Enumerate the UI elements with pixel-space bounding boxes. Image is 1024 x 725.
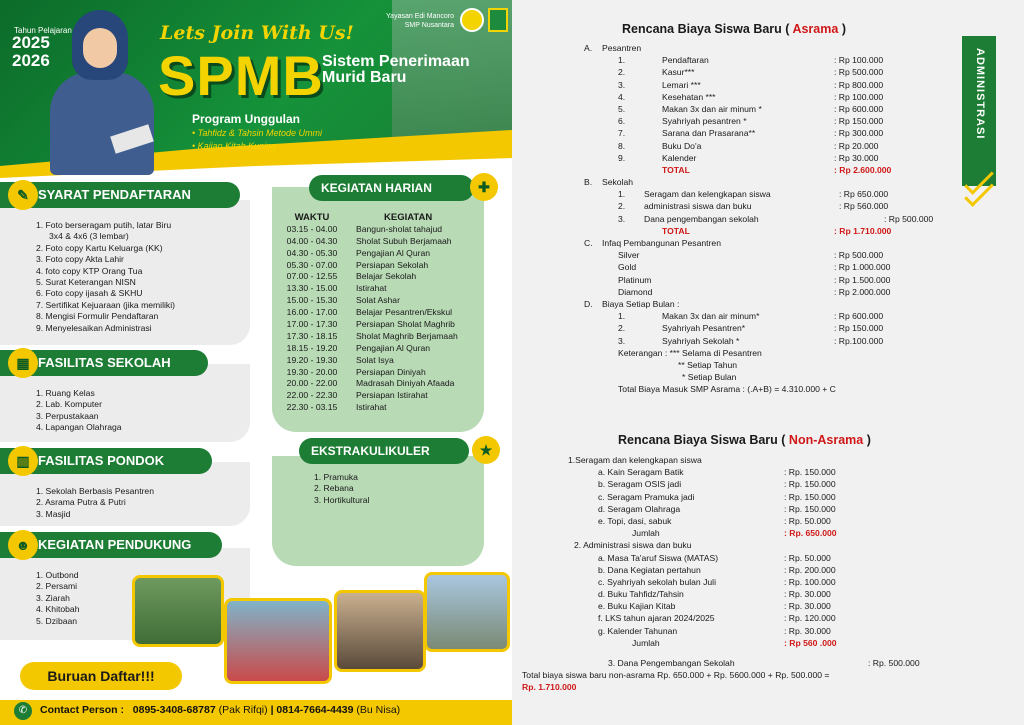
item-value: : Rp 1.500.000	[834, 274, 891, 285]
section-title: Infaq Pembangunan Pesantren	[602, 238, 721, 248]
section-letter: D.	[584, 298, 593, 309]
program-title: Program Unggulan	[192, 112, 301, 126]
item-value: : Rp. 30.000	[784, 601, 831, 612]
item-value: : Rp 20.000	[834, 140, 879, 151]
spmb-title: SPMB	[158, 44, 324, 107]
asrama-list	[584, 42, 964, 395]
list-item	[568, 588, 1008, 600]
contact-person: Contact Person : 0895-3408-68787 (Pak Rifqi) | 0814-7664-4439 (Bu Nisa)	[40, 704, 401, 716]
list-item	[584, 79, 964, 91]
schedule-time: 07.00 - 12.55	[286, 271, 338, 282]
asrama-title: Rencana Biaya Siswa Baru ( Asrama )	[622, 22, 846, 36]
item-value: : Rp 100.000	[834, 91, 884, 102]
table-row	[280, 355, 484, 367]
schedule-activity: Solat Ashar	[356, 295, 400, 306]
item-value: : Rp 800.000	[834, 79, 884, 90]
item-label: Makan 3x dan air minum*	[662, 311, 760, 322]
section-heading	[584, 176, 964, 188]
total-line-text: Total biaya siswa baru non-asrama Rp. 650.000 + Rp. 5600.000 + Rp. 500.000 =	[522, 670, 830, 681]
list-item	[584, 115, 964, 127]
contact-phone-2: 0814-7664-4439	[276, 704, 354, 716]
schedule-activity: Persiapan Istirahat	[356, 390, 428, 401]
spacer	[568, 649, 1008, 657]
item-number: 2.	[618, 67, 626, 78]
item-value: : Rp.100.000	[834, 335, 884, 346]
fasilitas-pondok-list: 1. Sekolah Berbasis Pesantren 2. Asrama Putra & Putri 3. Masjid	[36, 486, 154, 519]
table-row	[280, 331, 484, 343]
item-value: : Rp 1.710.000	[834, 225, 892, 236]
list-item	[584, 152, 964, 164]
ekstra-box	[272, 456, 484, 566]
non-asrama-title: Rencana Biaya Siswa Baru ( Non-Asrama )	[618, 433, 871, 447]
item-label: Pendaftaran	[662, 55, 709, 66]
table-row	[280, 283, 484, 295]
schedule-activity: Istirahat	[356, 283, 387, 294]
item-value: : Rp 500.000	[834, 250, 884, 261]
item-value: : Rp. 650.000	[784, 528, 837, 539]
item-value: : Rp 560.000	[839, 201, 889, 212]
item-number: 8.	[618, 140, 626, 151]
item-value: : Rp. 30.000	[784, 589, 831, 600]
list-item	[584, 140, 964, 152]
schedule-time: 04.00 - 04.30	[286, 235, 338, 246]
item-value: : Rp 600.000	[834, 311, 884, 322]
item-label: Diamond	[618, 286, 653, 297]
schedule-time: 04.30 - 05.30	[286, 247, 338, 258]
item-label: Seragam dan kelengkapan siswa	[644, 189, 771, 200]
schedule-time: 17.30 - 18.15	[286, 330, 338, 341]
item-value: : Rp 2.000.000	[834, 286, 891, 297]
list-item	[568, 612, 1008, 624]
item-label: Platinum	[618, 274, 652, 285]
item-label: e. Buku Kajian Kitab	[598, 601, 676, 612]
item-number: 3.	[618, 335, 626, 346]
item-value: : Rp 600.000	[834, 103, 884, 114]
puzzle-icon: ✚	[470, 173, 498, 201]
tahun: 2025 2026	[12, 33, 50, 70]
schedule-activity: Sholat Subuh Berjamaah	[356, 235, 452, 246]
list-item	[584, 225, 964, 237]
list-item	[584, 322, 964, 334]
list-item	[568, 600, 1008, 612]
item-label: Lemari ***	[662, 79, 701, 90]
item-number: 1.	[618, 55, 626, 66]
table-row	[280, 224, 484, 236]
table-row	[280, 319, 484, 331]
item-label: Jumlah	[632, 528, 660, 539]
item-number: 3.	[618, 213, 626, 224]
schedule-time: 16.00 - 17.00	[286, 307, 338, 318]
outbond-photo	[132, 575, 224, 647]
buruan-daftar-badge: Buruan Daftar!!!	[20, 662, 182, 690]
syarat-header: SYARAT PENDAFTARAN	[0, 182, 240, 208]
item-label: g. Kalender Tahunan	[598, 625, 678, 636]
form-icon: ✎	[8, 180, 38, 210]
syarat-list: 1. Foto berseragam putih, latar Biru 3x4 & 4x6 (3 lembar) 2. Foto copy Kartu Keluarga (KK) 3. Foto copy Akta Lahir 4. foto copy KTP Orang Tua 5. Surat Keterangan NISN 6. Foto copy ijasah & SKHU 7. Sertifikat Kejuaraan (jika memiliki) 8. Mengisi Formulir Pendaftaran 9. Menyelesaikan Administrasi	[36, 220, 175, 333]
item-label: a. Masa Ta'aruf Siswa (MATAS)	[598, 552, 719, 563]
schedule-time: 20.00 - 22.00	[286, 378, 338, 389]
campus-photo	[424, 572, 510, 652]
list-item	[584, 91, 964, 103]
schedule-activity: Pengajian Al Quran	[356, 247, 431, 258]
item-label: d. Seragam Olahraga	[598, 503, 681, 514]
schedule-time: 18.15 - 19.20	[286, 342, 338, 353]
item-number: 1.	[618, 311, 626, 322]
item-value: : Rp. 120.000	[784, 613, 836, 624]
item-value: : Rp 2.600.000	[834, 164, 892, 175]
schedule-time: 03.15 - 04.00	[286, 223, 338, 234]
list-item	[568, 637, 1008, 649]
list-item	[568, 552, 1008, 564]
item-value: : Rp 1.000.000	[834, 262, 891, 273]
building-icon: ▥	[8, 446, 38, 476]
schedule-activity: Persiapan Sekolah	[356, 259, 429, 270]
sistem-subtitle: Sistem Penerimaan Murid Baru	[322, 53, 470, 86]
keterangan-text: Keterangan : *** Selama di Pesantren	[618, 347, 762, 358]
rebana-photo	[334, 590, 426, 672]
item-label: c. Syahriyah sekolah bulan Juli	[598, 576, 716, 587]
total-value	[522, 681, 1008, 693]
item-value: : Rp 560 .000	[784, 637, 837, 648]
schedule-time: 19.20 - 19.30	[286, 354, 338, 365]
keterangan-line	[584, 359, 964, 371]
students-photo	[224, 598, 332, 684]
item-number: 9.	[618, 152, 626, 163]
ekstra-header: EKSTRAKULIKULER	[299, 438, 469, 464]
list-item	[568, 625, 1008, 637]
table-row	[280, 307, 484, 319]
item-value: : Rp. 50.000	[784, 515, 831, 526]
list-item	[584, 200, 964, 212]
medal-icon: ★	[472, 436, 500, 464]
table-row	[280, 260, 484, 272]
list-item	[584, 213, 964, 225]
list-item	[584, 66, 964, 78]
item-number: 7.	[618, 128, 626, 139]
list-item	[584, 103, 964, 115]
list-item	[584, 54, 964, 66]
keterangan-text: * Setiap Bulan	[682, 372, 737, 383]
total-masuk	[584, 383, 964, 395]
harian-header: KEGIATAN HARIAN	[309, 175, 474, 201]
item-label: TOTAL	[662, 164, 690, 175]
non-asrama-list	[522, 454, 1008, 694]
item-label: f. LKS tahun ajaran 2024/2025	[598, 613, 715, 624]
list-item	[584, 164, 964, 176]
total-masuk-text: Total Biaya Masuk SMP Asrama : (.A+B) = 4.310.000 + C	[618, 384, 836, 395]
side-label: ADMINISTRASI	[974, 48, 986, 140]
whatsapp-icon: ✆	[14, 702, 32, 720]
schedule-activity: Belajar Sekolah	[356, 271, 417, 282]
item-number: 6.	[618, 116, 626, 127]
item-label: c. Seragam Pramuka jadi	[598, 491, 695, 502]
group-title: 2. Administrasi siswa dan buku	[574, 540, 692, 551]
keterangan-line	[584, 371, 964, 383]
item-label: TOTAL	[662, 225, 690, 236]
fasilitas-sekolah-list: 1. Ruang Kelas 2. Lab. Komputer 3. Perpustakaan 4. Lapangan Olahraga	[36, 388, 122, 433]
harian-table	[280, 212, 484, 414]
section-heading	[584, 42, 964, 54]
list-item	[584, 188, 964, 200]
table-row	[280, 295, 484, 307]
table-row	[280, 236, 484, 248]
list-item	[568, 576, 1008, 588]
item-label: Buku Do'a	[662, 140, 702, 151]
group-title: 1.Seragam dan kelengkapan siswa	[568, 455, 702, 465]
list-item	[568, 564, 1008, 576]
item-label: Kesehatan ***	[662, 91, 716, 102]
item-label: Syahriyah pesantren *	[662, 116, 747, 127]
fasilitas-sekolah-header: FASILITAS SEKOLAH	[0, 350, 208, 376]
item-value: : Rp. 150.000	[784, 467, 836, 478]
item-value: : Rp. 50.000	[784, 552, 831, 563]
item-label: Jumlah	[632, 637, 660, 648]
schedule-activity: Belajar Pesantren/Ekskul	[356, 307, 453, 318]
schedule-activity: Solat Isya	[356, 354, 394, 365]
list-item	[584, 127, 964, 139]
list-item	[584, 274, 964, 286]
item-value: : Rp 30.000	[834, 152, 879, 163]
item-number: 4.	[618, 91, 626, 102]
right-panel	[512, 0, 1024, 725]
keterangan-line	[584, 347, 964, 359]
item-label: e. Topi, dasi, sabuk	[598, 515, 672, 526]
hero-banner	[0, 0, 512, 180]
item-label: 3. Dana Pengembangan Sekolah	[608, 658, 735, 668]
item-value: : Rp. 150.000	[784, 491, 836, 502]
schedule-activity: Madrasah Diniyah Afaada	[356, 378, 455, 389]
item-number: 3.	[618, 79, 626, 90]
list-item	[568, 657, 1008, 669]
item-label: Silver	[618, 250, 640, 261]
item-label: Syahriyah Pesantren*	[662, 323, 746, 334]
section-letter: A.	[584, 43, 593, 53]
group-heading	[568, 454, 1008, 466]
program-item: • Tahfidz & Tahsin Metode Ummi	[192, 128, 323, 138]
schedule-activity: Sholat Maghrib Berjamaah	[356, 330, 458, 341]
table-row	[280, 271, 484, 283]
item-value: : Rp 100.000	[834, 55, 884, 66]
item-label: a. Kain Seragam Batik	[598, 467, 684, 478]
join-tagline: Lets Join With Us!	[160, 22, 354, 44]
item-label: b. Seragam OSIS jadi	[598, 479, 682, 490]
item-value: : Rp 500.000	[834, 67, 884, 78]
item-label: Kasur***	[662, 67, 695, 78]
item-value: : Rp. 150.000	[784, 503, 836, 514]
pendukung-header: KEGIATAN PENDUKUNG	[0, 532, 222, 558]
school-icon: ▦	[8, 348, 38, 378]
yayasan-name: Yayasan Edi Mancoro SMP Nusantara	[386, 13, 454, 29]
schedule-activity: Bangun-sholat tahajud	[356, 223, 443, 234]
section-heading	[584, 298, 964, 310]
schedule-time: 15.00 - 15.30	[286, 295, 338, 306]
keterangan-text: ** Setiap Tahun	[678, 359, 738, 370]
schedule-time: 05.30 - 07.00	[286, 259, 338, 270]
group-heading	[568, 539, 1008, 551]
item-value: : Rp 150.000	[834, 323, 884, 334]
table-header: WAKTU KEGIATAN	[294, 212, 433, 223]
pendukung-list: 1. Outbond 2. Persami 3. Ziarah 4. Khitobah 5. Dzibaan	[36, 570, 80, 626]
school-logo-icon	[488, 8, 508, 32]
ekstra-list: 1. Pramuka 2. Rebana 3. Hortikultural	[314, 472, 370, 505]
section-title: Pesantren	[602, 43, 642, 53]
item-value: : Rp 300.000	[834, 128, 884, 139]
schedule-activity: Pengajian Al Quran	[356, 342, 431, 353]
item-label: administrasi siswa dan buku	[644, 201, 752, 212]
program-item: • Kajian Kitab Kuning	[192, 141, 277, 151]
schedule-activity: Persiapan Diniyah	[356, 366, 426, 377]
list-item	[568, 503, 1008, 515]
list-item	[584, 261, 964, 273]
item-number: 1.	[618, 189, 626, 200]
people-icon: ☻	[8, 530, 38, 560]
item-number: 2.	[618, 323, 626, 334]
list-item	[568, 491, 1008, 503]
table-row	[280, 402, 484, 414]
schedule-time: 13.30 - 15.00	[286, 283, 338, 294]
item-label: Kalender	[662, 152, 697, 163]
yayasan-logo-icon	[460, 8, 484, 32]
item-number: 5.	[618, 103, 626, 114]
item-label: Gold	[618, 262, 637, 273]
list-item	[584, 310, 964, 322]
student-photo	[42, 10, 162, 175]
item-label: Sarana dan Prasarana**	[662, 128, 756, 139]
item-number: 2.	[618, 201, 626, 212]
item-value: : Rp 500.000	[884, 213, 934, 224]
fasilitas-pondok-header: FASILITAS PONDOK	[0, 448, 212, 474]
list-item	[568, 478, 1008, 490]
section-letter: B.	[584, 177, 593, 188]
list-item	[584, 286, 964, 298]
total-value-text: Rp. 1.710.000	[522, 682, 577, 693]
tahun-label: Tahun Pelajaran	[14, 26, 72, 35]
table-row	[280, 367, 484, 379]
schedule-time: 17.00 - 17.30	[286, 319, 338, 330]
item-value: : Rp 650.000	[839, 189, 889, 200]
section-title: Sekolah	[602, 177, 634, 188]
schedule-time: 19.30 - 20.00	[286, 366, 338, 377]
item-label: Syahriyah Sekolah *	[662, 335, 740, 346]
schedule-time: 22.00 - 22.30	[286, 390, 338, 401]
item-label: Dana pengembangan sekolah	[644, 213, 759, 224]
list-item	[584, 335, 964, 347]
contact-phone-1: 0895-3408-68787	[132, 704, 216, 716]
list-item	[568, 527, 1008, 539]
list-item	[584, 249, 964, 261]
schedule-time: 22.30 - 03.15	[286, 402, 338, 413]
item-value: : Rp. 30.000	[784, 625, 831, 636]
table-row	[280, 343, 484, 355]
item-value: : Rp. 200.000	[784, 564, 836, 575]
list-item	[568, 466, 1008, 478]
item-label: Makan 3x dan air minum *	[662, 103, 762, 114]
total-line	[522, 669, 1008, 681]
table-row	[280, 378, 484, 390]
section-heading	[584, 237, 964, 249]
item-label: d. Buku Tahfidz/Tahsin	[598, 589, 684, 600]
table-row	[280, 390, 484, 402]
section-letter: C.	[584, 238, 593, 248]
item-value: : Rp. 100.000	[784, 576, 836, 587]
schedule-activity: Istirahat	[356, 402, 387, 413]
item-value: : Rp 150.000	[834, 116, 884, 127]
item-value: : Rp. 150.000	[784, 479, 836, 490]
section-title: Biaya Setiap Bulan :	[602, 298, 680, 309]
list-item	[568, 515, 1008, 527]
item-label: b. Dana Kegiatan pertahun	[598, 564, 701, 575]
schedule-activity: Persiapan Sholat Maghrib	[356, 319, 455, 330]
item-value: : Rp. 500.000	[868, 658, 920, 668]
table-row	[280, 248, 484, 260]
